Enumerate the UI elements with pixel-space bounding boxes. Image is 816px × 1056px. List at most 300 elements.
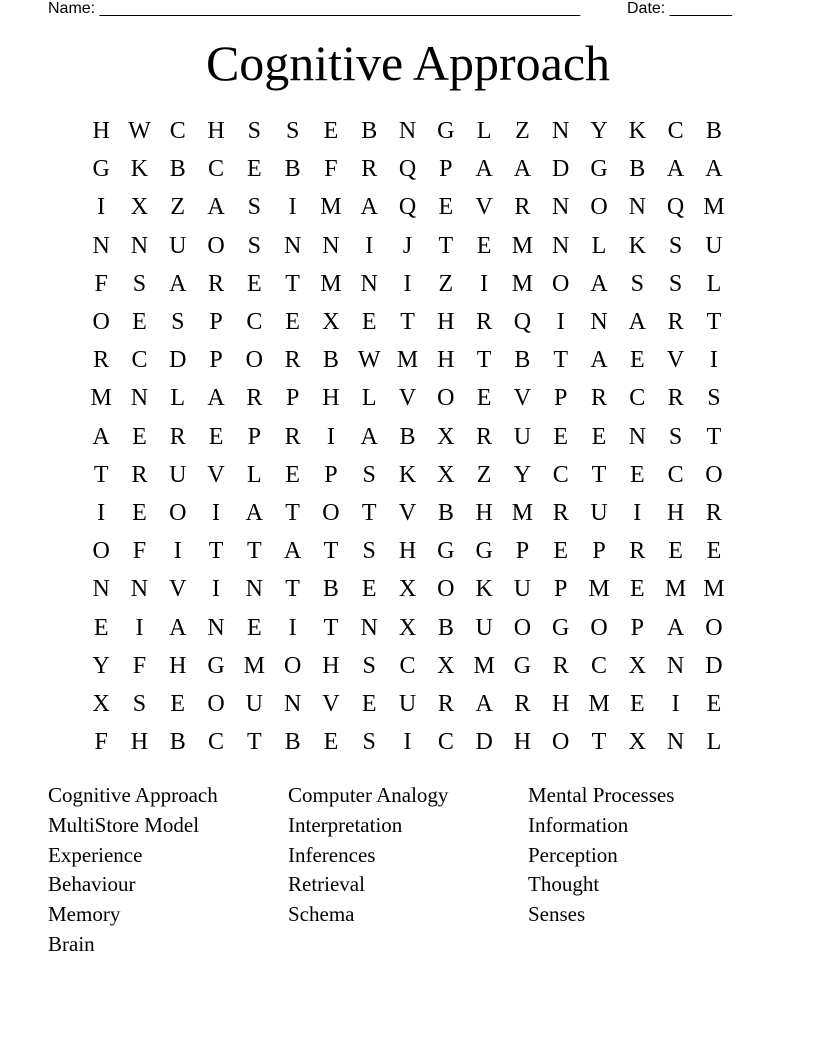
grid-letter: E xyxy=(361,309,377,336)
grid-letter: D xyxy=(552,156,570,183)
grid-letter: I xyxy=(288,194,297,221)
grid-letter: O xyxy=(207,232,225,259)
word-list-item: Mental Processes xyxy=(528,783,675,807)
grid-letter: E xyxy=(132,309,147,336)
grid-row xyxy=(82,341,733,379)
grid-letter: N xyxy=(552,194,570,221)
grid-letter: U xyxy=(590,499,608,526)
grid-letter: R xyxy=(284,423,301,450)
grid-letter: B xyxy=(169,729,186,756)
grid-letter: X xyxy=(628,652,646,679)
grid-letter: V xyxy=(475,194,493,221)
grid-letter: N xyxy=(130,232,149,259)
grid-letter: E xyxy=(476,232,492,259)
grid-letter: E xyxy=(285,461,300,488)
grid-letter: U xyxy=(475,614,493,641)
grid-letter: B xyxy=(169,156,186,183)
grid-letter: N xyxy=(130,385,149,412)
grid-letter: E xyxy=(706,538,722,565)
grid-letter: F xyxy=(94,729,108,756)
grid-letter: M xyxy=(396,347,419,374)
grid-letter: A xyxy=(590,347,608,374)
grid-letter: E xyxy=(553,538,569,565)
grid-letter: N xyxy=(92,232,110,259)
grid-letter: N xyxy=(552,232,570,259)
grid-letter: L xyxy=(591,232,607,259)
grid-letter: A xyxy=(169,614,187,641)
grid-letter: E xyxy=(629,690,645,717)
grid-row xyxy=(82,456,733,494)
word-list xyxy=(48,781,768,960)
grid-letter: P xyxy=(554,385,568,412)
grid-letter: R xyxy=(284,347,301,374)
grid-letter: N xyxy=(590,309,608,336)
grid-letter: T xyxy=(323,614,339,641)
grid-letter: F xyxy=(132,538,147,565)
grid-letter: I xyxy=(633,499,642,526)
grid-letter: O xyxy=(552,729,570,756)
grid-letter: Z xyxy=(476,461,492,488)
grid-letter: I xyxy=(135,614,144,641)
grid-letter: I xyxy=(288,614,297,641)
grid-letter: N xyxy=(666,652,685,679)
grid-letter: R xyxy=(667,309,684,336)
grid-letter: A xyxy=(666,614,685,641)
grid-letter: U xyxy=(169,461,187,488)
grid-letter: K xyxy=(628,118,646,145)
grid-letter: N xyxy=(322,232,340,259)
grid-letter: G xyxy=(92,156,110,183)
grid-letter: X xyxy=(130,194,149,221)
word-list-row xyxy=(48,841,768,871)
grid-letter: O xyxy=(169,499,187,526)
grid-letter: R xyxy=(552,499,569,526)
grid-letter: D xyxy=(475,729,493,756)
grid-letter: L xyxy=(706,729,722,756)
grid-letter: X xyxy=(322,309,340,336)
grid-letter: R xyxy=(169,423,186,450)
grid-letter: B xyxy=(437,614,454,641)
grid-letter: A xyxy=(207,385,225,412)
grid-letter: N xyxy=(130,576,149,603)
grid-letter: A xyxy=(169,270,187,297)
grid-letter: T xyxy=(247,729,262,756)
word-list-item: Behaviour xyxy=(48,872,136,897)
grid-letter: E xyxy=(476,385,492,412)
grid-letter: M xyxy=(511,270,534,297)
grid-letter: X xyxy=(437,423,455,450)
word-list-item: Computer Analogy xyxy=(288,783,449,807)
grid-letter: S xyxy=(630,270,644,297)
grid-letter: A xyxy=(666,156,685,183)
grid-letter: E xyxy=(553,423,569,450)
grid-letter: H xyxy=(513,729,532,756)
grid-letter: P xyxy=(630,614,644,641)
grid-letter: C xyxy=(667,461,684,488)
page-title: Cognitive Approach xyxy=(205,35,611,91)
grid-letter: S xyxy=(362,652,376,679)
grid-letter: T xyxy=(285,270,300,297)
grid-letter: S xyxy=(362,538,376,565)
grid-letter: U xyxy=(513,423,532,450)
word-list-item: Cognitive Approach xyxy=(48,783,218,807)
grid-letter: L xyxy=(476,118,492,145)
grid-letter: F xyxy=(132,652,147,679)
grid-letter: G xyxy=(475,538,493,565)
grid-letter: P xyxy=(285,385,300,412)
grid-letter: T xyxy=(438,232,454,259)
grid-letter: E xyxy=(706,690,722,717)
date-field-label: Date: _______ xyxy=(627,0,732,17)
grid-letter: V xyxy=(322,690,340,717)
grid-row xyxy=(82,150,733,188)
word-list-item: Inferences xyxy=(288,842,376,867)
grid-letter: O xyxy=(207,690,225,717)
grid-letter: A xyxy=(360,194,378,221)
grid-letter: E xyxy=(170,690,186,717)
grid-letter: B xyxy=(705,118,722,145)
grid-letter: B xyxy=(514,347,531,374)
word-list-row xyxy=(48,811,768,841)
grid-row xyxy=(82,418,733,456)
grid-letter: E xyxy=(132,499,147,526)
grid-letter: S xyxy=(668,270,683,297)
grid-letter: M xyxy=(588,576,610,603)
grid-letter: M xyxy=(320,270,342,297)
grid-letter: Y xyxy=(590,118,608,145)
grid-letter: M xyxy=(511,232,534,259)
grid-letter: N xyxy=(628,423,646,450)
grid-letter: R xyxy=(552,652,569,679)
word-list-item: Thought xyxy=(528,872,600,897)
grid-letter: O xyxy=(437,576,455,603)
grid-letter: O xyxy=(590,194,608,221)
grid-letter: G xyxy=(590,156,608,183)
word-list-item: Schema xyxy=(288,902,355,927)
grid-letter: H xyxy=(169,652,187,679)
grid-letter: E xyxy=(285,309,300,336)
grid-row xyxy=(82,379,733,417)
grid-letter: E xyxy=(629,576,645,603)
grid-letter: B xyxy=(322,576,339,603)
grid-letter: T xyxy=(323,538,339,565)
grid-letter: E xyxy=(247,270,262,297)
grid-letter: O xyxy=(322,499,340,526)
grid-letter: F xyxy=(94,270,108,297)
word-list-item: Interpretation xyxy=(288,812,403,837)
grid-letter: V xyxy=(666,347,685,374)
grid-letter: G xyxy=(437,118,455,145)
grid-letter: H xyxy=(322,652,340,679)
grid-letter: P xyxy=(592,538,606,565)
grid-letter: O xyxy=(92,538,110,565)
grid-letter: S xyxy=(171,309,185,336)
grid-letter: Y xyxy=(92,652,110,679)
grid-letter: S xyxy=(668,232,683,259)
grid-row xyxy=(82,723,733,761)
grid-letter: N xyxy=(666,729,685,756)
grid-letter: A xyxy=(245,499,263,526)
grid-letter: L xyxy=(247,461,262,488)
grid-letter: C xyxy=(437,729,454,756)
grid-letter: B xyxy=(284,156,301,183)
grid-letter: T xyxy=(247,538,262,565)
grid-letter: I xyxy=(365,232,374,259)
grid-letter: H xyxy=(552,690,570,717)
grid-letter: X xyxy=(398,576,417,603)
grid-letter: E xyxy=(132,423,147,450)
grid-letter: B xyxy=(284,729,301,756)
word-list-item: Senses xyxy=(528,902,586,927)
grid-letter: A xyxy=(475,690,493,717)
grid-letter: P xyxy=(209,309,223,336)
grid-letter: C xyxy=(399,652,416,679)
grid-letter: T xyxy=(285,499,300,526)
grid-letter: W xyxy=(357,347,381,374)
name-field-label: Name: ______________________________________________________ xyxy=(48,0,581,17)
word-list-row xyxy=(48,900,768,930)
grid-letter: B xyxy=(322,347,339,374)
grid-letter: A xyxy=(513,156,532,183)
grid-letter: V xyxy=(398,499,417,526)
grid-letter: N xyxy=(207,614,225,641)
grid-letter: H xyxy=(437,347,455,374)
grid-letter: D xyxy=(705,652,723,679)
grid-letter: S xyxy=(668,423,683,450)
grid-letter: G xyxy=(513,652,532,679)
grid-row xyxy=(82,608,733,646)
grid-letter: R xyxy=(476,423,493,450)
grid-letter: U xyxy=(169,232,187,259)
grid-letter: P xyxy=(554,576,568,603)
grid-row xyxy=(82,112,733,150)
grid-letter: S xyxy=(132,270,147,297)
grid-letter: A xyxy=(360,423,378,450)
grid-letter: E xyxy=(247,614,262,641)
grid-letter: I xyxy=(97,194,106,221)
grid-letter: T xyxy=(476,347,492,374)
grid-letter: R xyxy=(667,385,684,412)
grid-letter: P xyxy=(515,538,530,565)
word-list-item: Retrieval xyxy=(288,872,365,897)
grid-letter: O xyxy=(590,614,608,641)
word-list-item: Memory xyxy=(48,902,121,927)
grid-letter: C xyxy=(169,118,186,145)
grid-letter: E xyxy=(668,538,683,565)
grid-letter: I xyxy=(671,690,680,717)
grid-row xyxy=(82,532,733,570)
grid-letter: R xyxy=(437,690,454,717)
grid-letter: U xyxy=(245,690,263,717)
grid-letter: D xyxy=(169,347,187,374)
grid-letter: E xyxy=(438,194,454,221)
word-list-item: Perception xyxy=(528,842,618,867)
grid-letter: U xyxy=(513,576,532,603)
grid-letter: N xyxy=(283,232,302,259)
grid-letter: K xyxy=(475,576,493,603)
grid-letter: W xyxy=(128,118,151,145)
grid-letter: A xyxy=(705,156,723,183)
grid-row xyxy=(82,188,733,226)
grid-letter: G xyxy=(552,614,570,641)
grid-letter: R xyxy=(514,194,531,221)
grid-letter: E xyxy=(629,461,645,488)
word-list-row xyxy=(48,781,768,811)
grid-letter: I xyxy=(97,499,106,526)
grid-letter: N xyxy=(628,194,646,221)
grid-letter: U xyxy=(398,690,417,717)
grid-letter: I xyxy=(403,729,412,756)
grid-letter: P xyxy=(324,461,338,488)
grid-letter: A xyxy=(92,423,110,450)
grid-letter: H xyxy=(398,538,417,565)
grid-letter: O xyxy=(513,614,532,641)
grid-letter: F xyxy=(324,156,338,183)
grid-letter: K xyxy=(398,461,417,488)
grid-letter: Q xyxy=(513,309,532,336)
word-list-row xyxy=(48,870,768,900)
grid-letter: T xyxy=(361,499,377,526)
grid-letter: C xyxy=(131,347,148,374)
grid-letter: E xyxy=(323,118,339,145)
grid-letter: C xyxy=(208,156,225,183)
grid-letter: N xyxy=(398,118,417,145)
grid-letter: S xyxy=(362,461,376,488)
grid-letter: S xyxy=(707,385,721,412)
grid-row xyxy=(82,494,733,532)
grid-row xyxy=(82,647,733,685)
grid-row xyxy=(82,570,733,608)
grid-letter: R xyxy=(629,538,646,565)
word-list-row xyxy=(48,930,768,960)
grid-row xyxy=(82,227,733,265)
grid-letter: I xyxy=(173,538,182,565)
grid-letter: R xyxy=(705,499,722,526)
grid-letter: E xyxy=(361,690,377,717)
grid-letter: H xyxy=(437,309,455,336)
grid-letter: I xyxy=(709,347,718,374)
grid-letter: T xyxy=(591,729,607,756)
grid-letter: I xyxy=(212,499,221,526)
word-list-item: Information xyxy=(528,812,629,837)
grid-letter: L xyxy=(706,270,722,297)
grid-letter: P xyxy=(209,347,223,374)
grid-letter: M xyxy=(90,385,112,412)
grid-row xyxy=(82,303,733,341)
grid-letter: M xyxy=(703,576,725,603)
grid-letter: V xyxy=(169,576,187,603)
grid-letter: T xyxy=(285,576,300,603)
grid-letter: E xyxy=(323,729,339,756)
grid-letter: H xyxy=(207,118,225,145)
grid-letter: T xyxy=(553,347,569,374)
grid-letter: S xyxy=(247,232,262,259)
grid-letter: N xyxy=(552,118,570,145)
grid-letter: P xyxy=(439,156,453,183)
grid-letter: I xyxy=(212,576,221,603)
grid-letter: O xyxy=(705,614,723,641)
grid-letter: O xyxy=(437,385,455,412)
grid-letter: C xyxy=(667,118,684,145)
grid-letter: X xyxy=(437,461,455,488)
grid-letter: N xyxy=(245,576,263,603)
grid-letter: T xyxy=(706,423,722,450)
grid-letter: G xyxy=(437,538,455,565)
grid-letter: T xyxy=(706,309,722,336)
grid-letter: M xyxy=(588,690,610,717)
grid-letter: B xyxy=(361,118,378,145)
grid-letter: N xyxy=(92,576,110,603)
grid-letter: X xyxy=(437,652,455,679)
grid-letter: I xyxy=(480,270,489,297)
grid-letter: E xyxy=(247,156,262,183)
grid-letter: E xyxy=(93,614,109,641)
grid-letter: R xyxy=(246,385,263,412)
grid-letter: V xyxy=(513,385,532,412)
grid-letter: Z xyxy=(515,118,530,145)
grid-letter: I xyxy=(556,309,565,336)
grid-letter: L xyxy=(170,385,186,412)
grid-letter: E xyxy=(629,347,645,374)
grid-letter: X xyxy=(628,729,646,756)
grid-letter: I xyxy=(403,270,412,297)
grid-letter: A xyxy=(475,156,493,183)
grid-letter: H xyxy=(322,385,340,412)
grid-letter: V xyxy=(207,461,225,488)
grid-letter: Q xyxy=(666,194,685,221)
grid-letter: J xyxy=(402,232,413,259)
grid-letter: T xyxy=(93,461,109,488)
word-list-item: MultiStore Model xyxy=(48,812,200,837)
grid-letter: B xyxy=(437,499,454,526)
grid-letter: H xyxy=(130,729,149,756)
grid-letter: U xyxy=(705,232,723,259)
grid-letter: N xyxy=(360,614,378,641)
grid-letter: T xyxy=(400,309,415,336)
word-search-grid xyxy=(82,112,733,761)
grid-letter: X xyxy=(398,614,417,641)
grid-letter: E xyxy=(361,576,377,603)
grid-letter: R xyxy=(93,347,110,374)
grid-letter: M xyxy=(511,499,534,526)
grid-letter: I xyxy=(326,423,335,450)
grid-letter: T xyxy=(208,538,224,565)
grid-letter: T xyxy=(591,461,607,488)
grid-letter: M xyxy=(320,194,342,221)
grid-letter: A xyxy=(207,194,225,221)
grid-letter: L xyxy=(361,385,377,412)
grid-letter: X xyxy=(92,690,110,717)
grid-letter: C xyxy=(629,385,646,412)
grid-letter: B xyxy=(629,156,646,183)
grid-letter: C xyxy=(246,309,263,336)
word-list-item: Brain xyxy=(48,931,95,956)
grid-row xyxy=(82,685,733,723)
grid-letter: Q xyxy=(398,194,417,221)
grid-letter: S xyxy=(362,729,376,756)
grid-letter: C xyxy=(552,461,569,488)
grid-letter: R xyxy=(514,690,531,717)
grid-letter: S xyxy=(247,118,262,145)
grid-letter: R xyxy=(131,461,148,488)
grid-letter: O xyxy=(245,347,263,374)
grid-letter: O xyxy=(552,270,570,297)
grid-letter: Z xyxy=(170,194,186,221)
grid-letter: Y xyxy=(513,461,532,488)
grid-letter: P xyxy=(247,423,262,450)
grid-letter: V xyxy=(398,385,417,412)
grid-letter: K xyxy=(130,156,149,183)
